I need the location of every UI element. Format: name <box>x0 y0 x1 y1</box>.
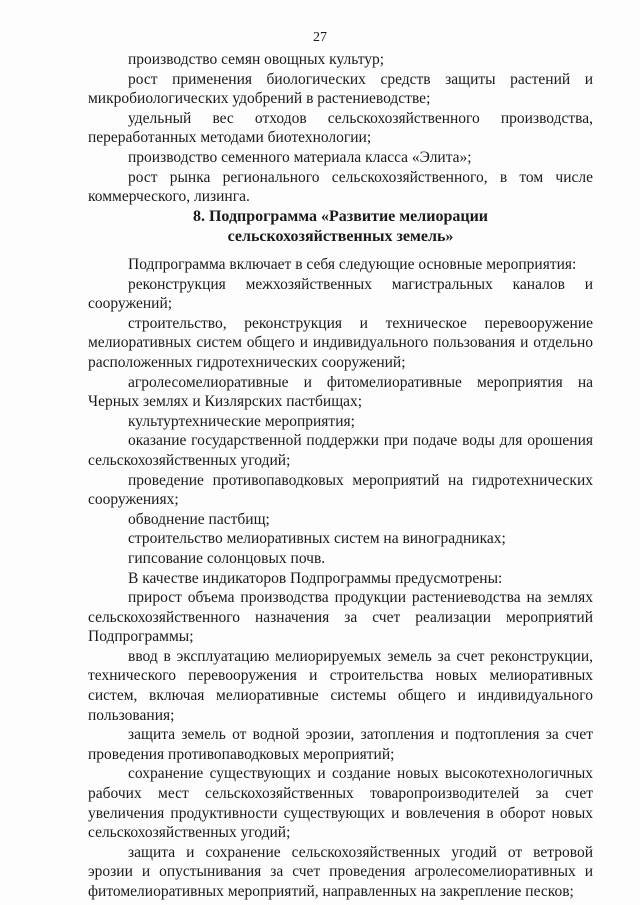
paragraph: удельный вес отходов сельскохозяйственного производства, переработанных методами биотехнологии; <box>88 109 593 147</box>
list-item: гипсование солонцовых почв. <box>128 549 326 567</box>
list-item: прирост объема производства продукции растениеводства на землях сельскохозяйственного назначения за счет реализации мероприятий Подпрограммы; <box>88 589 593 646</box>
list-item: проведение противопаводковых мероприятий на гидротехнических сооружениях; <box>88 471 593 509</box>
list-item: сохранение существующих и создание новых высокотехнологичных рабочих мест сельскохозяйственных товаропроизводителей за счет увеличения продуктивности существующих и вовлечения в оборот новых сельскохозяйственных угодий; <box>88 765 593 842</box>
list-item: защита земель от водной эрозии, затопления и подтопления за счет проведения противопаводковых мероприятий; <box>88 726 593 763</box>
paragraph: производство семян овощных культур; <box>128 51 385 68</box>
top-text-block <box>88 50 593 207</box>
paragraph: рост рынка регионального сельскохозяйственного, в том числе коммерческого, лизинга. <box>88 168 593 206</box>
list-item: обводнение пастбищ; <box>128 510 270 528</box>
list-item: ввод в эксплуатацию мелиорируемых земель за счет реконструкции, технического перевооружения и строительства новых мелиоративных систем, включая мелиоративные системы общего и индивидуального пользования; <box>88 647 593 724</box>
list-item: строительство мелиоративных систем на виноградниках; <box>128 530 506 548</box>
paragraph: В качестве индикаторов Подпрограммы предусмотрены: <box>128 569 503 587</box>
paragraph: производство семенного материала класса «Элита»; <box>128 148 472 166</box>
list-item: строительство, реконструкция и техническое перевооружение мелиоративных систем общего и индивидуального пользования и отдельно расположенных гидротехнических сооружений; <box>88 314 593 371</box>
list-item: реконструкция межхозяйственных магистральных каналов и сооружений; <box>88 275 593 313</box>
list-item: оказание государственной поддержки при подаче воды для орошения сельскохозяйственных угодий; <box>88 432 593 469</box>
page-number: 27 <box>313 30 327 45</box>
list-item: защита и сохранение сельскохозяйственных угодий от ветровой эрозии и опустынивания за счет проведения агролесомелиоративных и фитомелиоративных мероприятий, направленных на закрепление песков; <box>88 843 593 900</box>
paragraph: рост применения биологических средств защиты растений и микробиологических удобрений в растениеводстве; <box>88 70 593 108</box>
list-item: культуртехнические мероприятия; <box>128 412 355 430</box>
paragraph: Подпрограмма включает в себя следующие основные мероприятия: <box>128 256 577 273</box>
main-text-block <box>88 255 593 902</box>
list-item: агролесомелиоративные и фитомелиоративные мероприятия на Черных землях и Кизлярских пастбищах; <box>88 373 593 411</box>
section-heading <box>88 207 593 247</box>
section-heading-line: 8. Подпрограмма «Развитие мелиорации <box>192 208 489 225</box>
section-heading-line: сельскохозяйственных земель» <box>227 228 454 245</box>
